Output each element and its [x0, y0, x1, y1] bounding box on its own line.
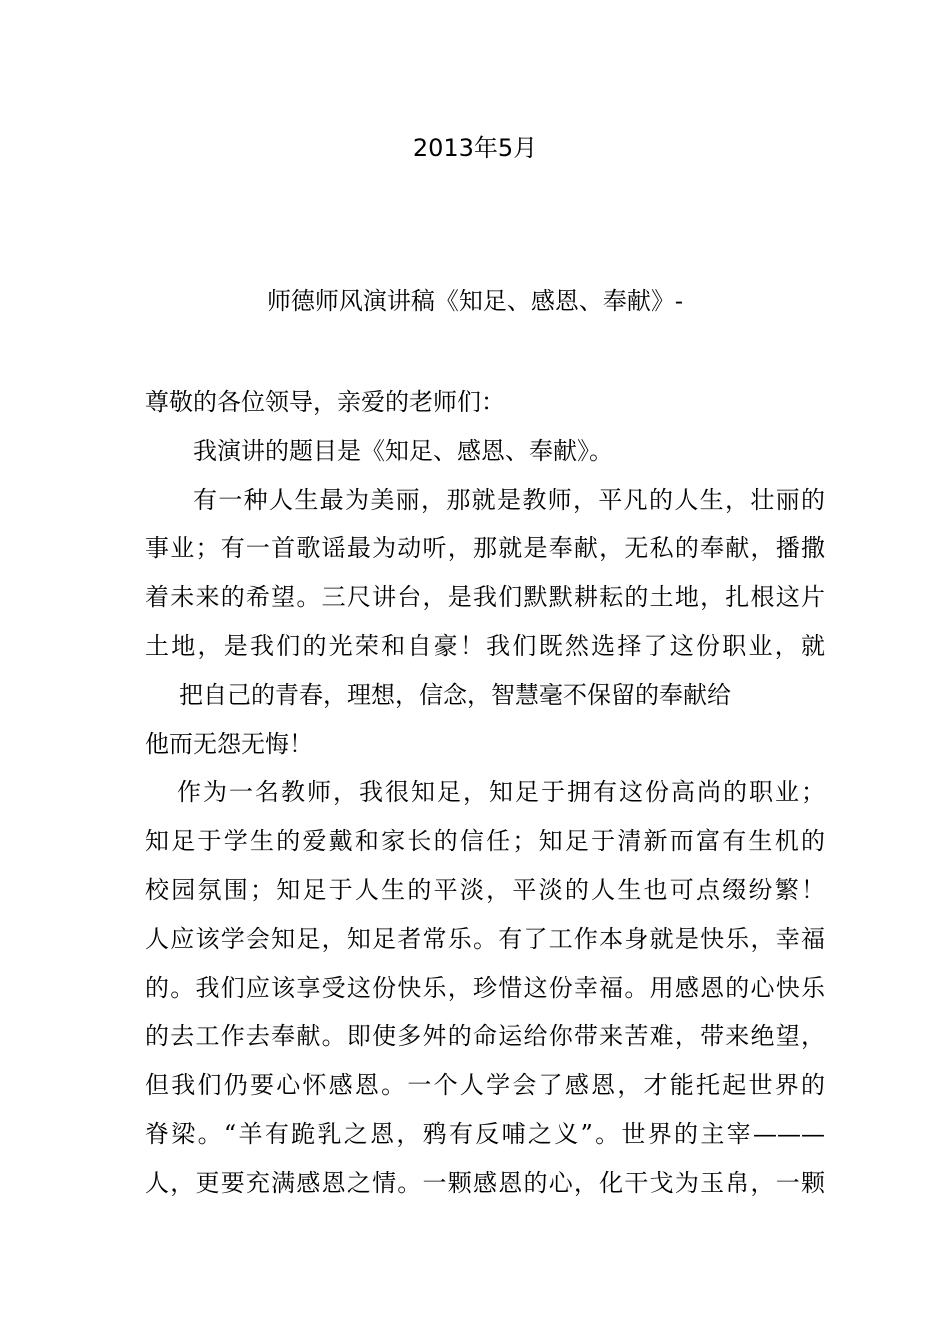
paragraph-line: 的去工作去奉献。即使多舛的命运给你带来苦难，带来绝望，	[145, 1022, 825, 1051]
document-title: 师德师风演讲稿《知足、感恩、奉献》-	[266, 287, 684, 315]
document-date: 2013年5月	[412, 134, 538, 162]
paragraph-line: 但我们仍要心怀感恩。一个人学会了感恩，才能托起世界的	[145, 1071, 825, 1100]
paragraph-line: 土地，是我们的光荣和自豪！我们既然选择了这份职业，就	[145, 631, 825, 660]
paragraph-line: 事业；有一首歌谣最为动听，那就是奉献，无私的奉献，播撒	[145, 534, 825, 563]
paragraph-line: 知足于学生的爱戴和家长的信任；知足于清新而富有生机的	[145, 827, 825, 856]
paragraph-line: 他而无怨无悔！	[145, 729, 313, 758]
paragraph-line: 把自己的青春，理想，信念，智慧毫不保留的奉献给	[179, 680, 731, 709]
paragraph-line: 校园氛围；知足于人生的平淡，平淡的人生也可点缀纷繁！	[145, 875, 825, 904]
paragraph-line: 作为一名教师，我很知足，知足于拥有这份高尚的职业；	[177, 778, 825, 807]
paragraph-line: 人，更要充满感恩之情。一颗感恩的心，化干戈为玉帛，一颗	[145, 1168, 825, 1197]
paragraph-line: 我演讲的题目是《知足、感恩、奉献》。	[193, 436, 613, 465]
paragraph-line: 的。我们应该享受这份快乐，珍惜这份幸福。用感恩的心快乐	[145, 973, 825, 1002]
paragraph-line: 着未来的希望。三尺讲台，是我们默默耕耘的土地，扎根这片	[145, 583, 825, 612]
paragraph-line: 有一种人生最为美丽，那就是教师，平凡的人生，壮丽的	[193, 485, 825, 514]
paragraph-line: 脊梁。“羊有跪乳之恩，鸦有反哺之义”。世界的主宰———	[145, 1119, 825, 1148]
paragraph-line: 人应该学会知足，知足者常乐。有了工作本身就是快乐，幸福	[145, 924, 825, 953]
salutation-line: 尊敬的各位领导，亲爱的老师们：	[145, 388, 505, 416]
document-body	[145, 378, 825, 1208]
